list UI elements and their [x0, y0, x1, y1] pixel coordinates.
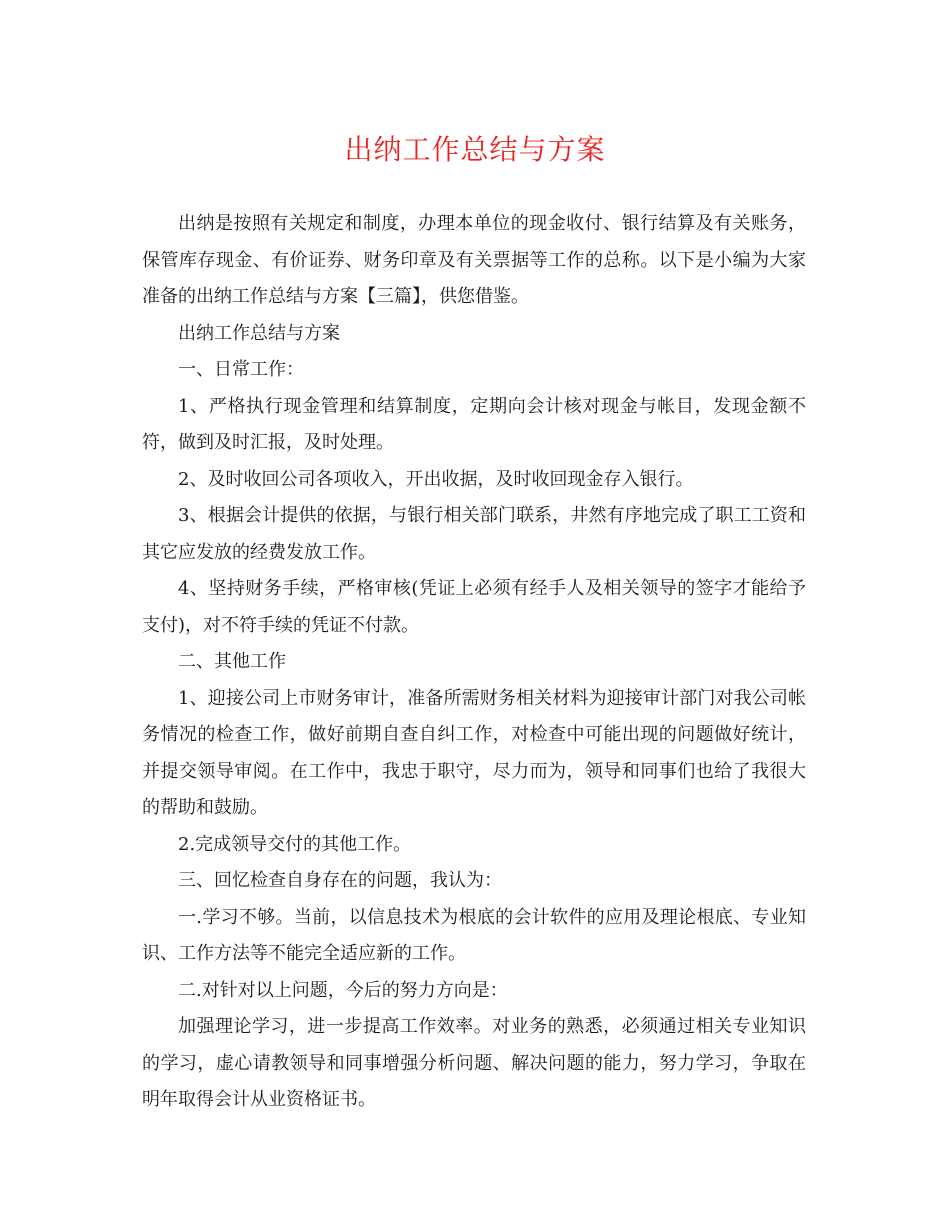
paragraph-item: 一.学习不够。当前，以信息技术为根底的会计软件的应用及理论根底、专业知识、工作方法等不能完全适应新的工作。 [142, 906, 806, 964]
paragraph-subtitle: 出纳工作总结与方案 [178, 322, 340, 344]
document-body [142, 206, 806, 1119]
paragraph-item: 2、及时收回公司各项收入，开出收据，及时收回现金存入银行。 [178, 468, 694, 490]
section-heading-problems: 三、回忆检查自身存在的问题，我认为： [178, 870, 502, 891]
paragraph-intro: 出纳是按照有关规定和制度，办理本单位的现金收付、银行结算及有关账务，保管库存现金、有价证券、财务印章及有关票据等工作的总称。以下是小编为大家准备的出纳工作总结与方案【三篇】，供您借鉴。 [142, 213, 806, 307]
section-heading-daily-work: 一、日常工作： [178, 359, 304, 380]
paragraph-item: 1、迎接公司上市财务审计，准备所需财务相关材料为迎接审计部门对我公司帐务情况的检查工作，做好前期自查自纠工作，对检查中可能出现的问题做好统计，并提交领导审阅。在工作中，我忠于职守，尽力而为，领导和同事们也给了我很大的帮助和鼓励。 [142, 687, 806, 818]
paragraph-item: 二.对针对以上问题，今后的努力方向是： [178, 979, 508, 1001]
document-title: 出纳工作总结与方案 [344, 133, 606, 166]
section-heading-other-work: 二、其他工作 [178, 651, 286, 672]
paragraph-item: 3、根据会计提供的依据，与银行相关部门联系，井然有序地完成了职工工资和其它应发放的经费发放工作。 [142, 505, 806, 563]
paragraph-item: 2.完成领导交付的其他工作。 [178, 833, 412, 855]
paragraph-item: 4、坚持财务手续，严格审核(凭证上必须有经手人及相关领导的签字才能给予支付)，对不符手续的凭证不付款。 [142, 578, 806, 636]
paragraph-item: 加强理论学习，进一步提高工作效率。对业务的熟悉，必须通过相关专业知识的学习，虚心请教领导和同事增强分析问题、解决问题的能力，努力学习，争取在明年取得会计从业资格证书。 [142, 1016, 806, 1110]
paragraph-item: 1、严格执行现金管理和结算制度，定期向会计核对现金与帐目，发现金额不符，做到及时汇报，及时处理。 [142, 395, 806, 453]
